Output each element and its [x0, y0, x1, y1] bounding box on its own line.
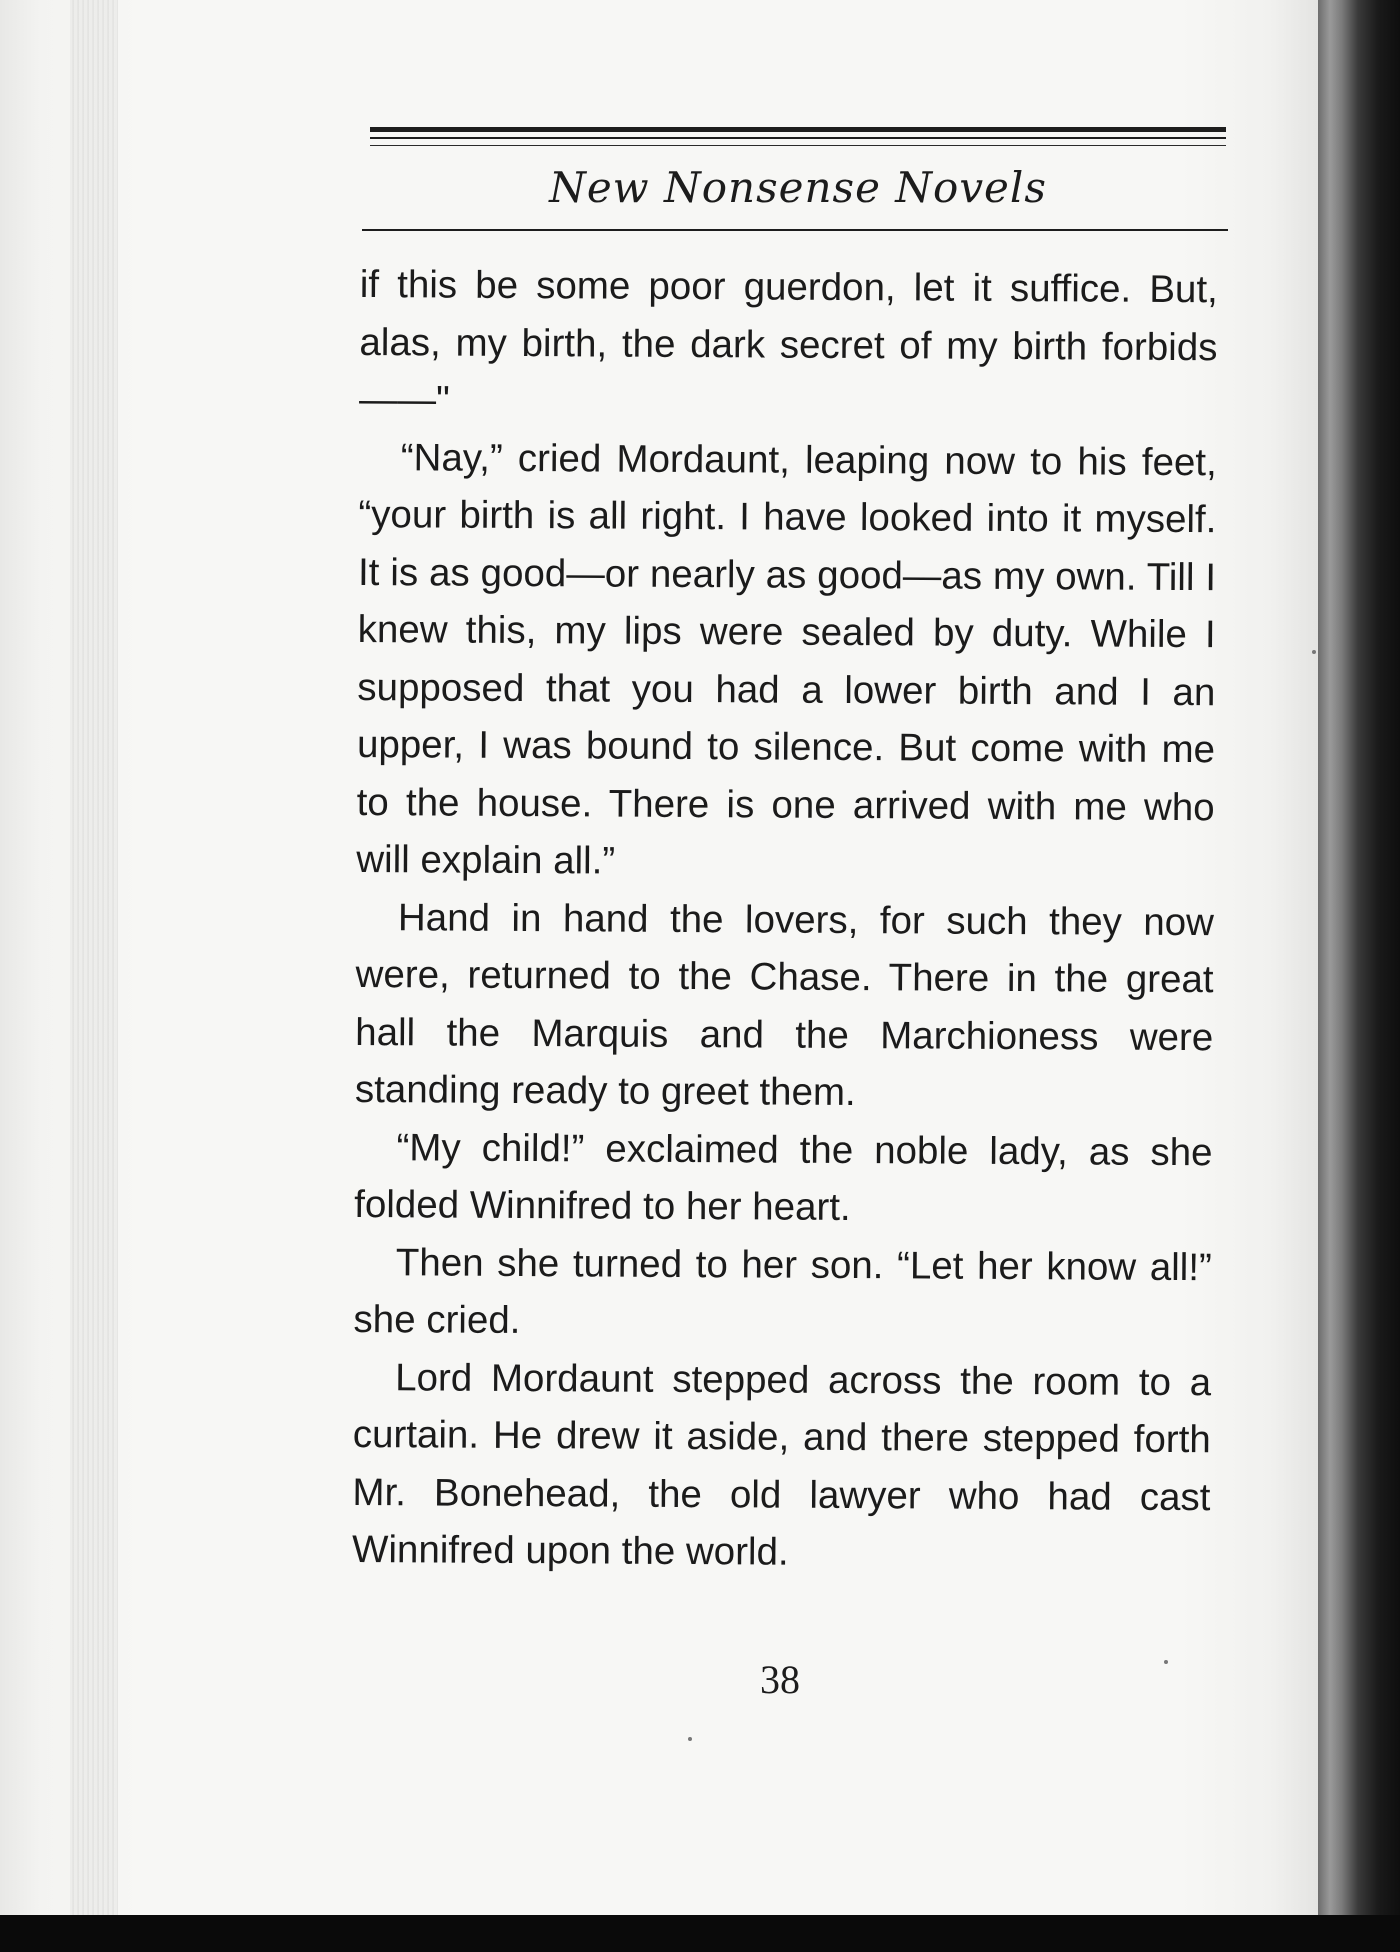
- scan-bottom-edge: [0, 1915, 1400, 1952]
- paper-speck: [688, 1737, 692, 1741]
- book-spine-edge: [1318, 0, 1400, 1952]
- header-rule-medium: [370, 137, 1226, 139]
- paragraph: Hand in hand the lovers, for such they now were, returned to the Chase. There in the great hall the Marquis and the Marchioness were standing ready to greet them.: [354, 895, 1215, 1115]
- page-number: 38: [760, 1657, 800, 1702]
- header-rule-thin: [370, 145, 1226, 146]
- header-rule-thick: [370, 127, 1226, 132]
- paragraph: if this be some poor guerdon, let it suffice. But, alas, my birth, the dark secret of my birth forbids——": [358, 262, 1218, 422]
- paragraph: “My child!” exclaimed the noble lady, as she folded Winnifred to her heart.: [354, 1125, 1213, 1230]
- page-edges: [70, 0, 118, 1915]
- paragraph: Lord Mordaunt stepped across the room to a curtain. He drew it aside, and there stepped forth Mr. Bonehead, the old lawyer who had cast Winnifred upon the world.: [351, 1355, 1212, 1574]
- paper-speck: [1312, 650, 1316, 654]
- body-text: [352, 256, 1218, 1584]
- paragraph: Then she turned to her son. “Let her know all!” she cried.: [353, 1240, 1212, 1342]
- running-title: New Nonsense Novels: [549, 163, 1047, 212]
- header-underline: [362, 229, 1228, 231]
- paragraph: “Nay,” cried Mordaunt, leaping now to his feet, “your birth is all right. I have looked into it myself. It is as good—or nearly as good—as my own. Till I knew this, my lips were sealed by duty. While I supposed that you had a lower birth and I an upper, I was bound to silence. But come with me to the house. There is one arrived with me who will explain all.”: [356, 435, 1217, 883]
- paper-speck: [1164, 1660, 1168, 1664]
